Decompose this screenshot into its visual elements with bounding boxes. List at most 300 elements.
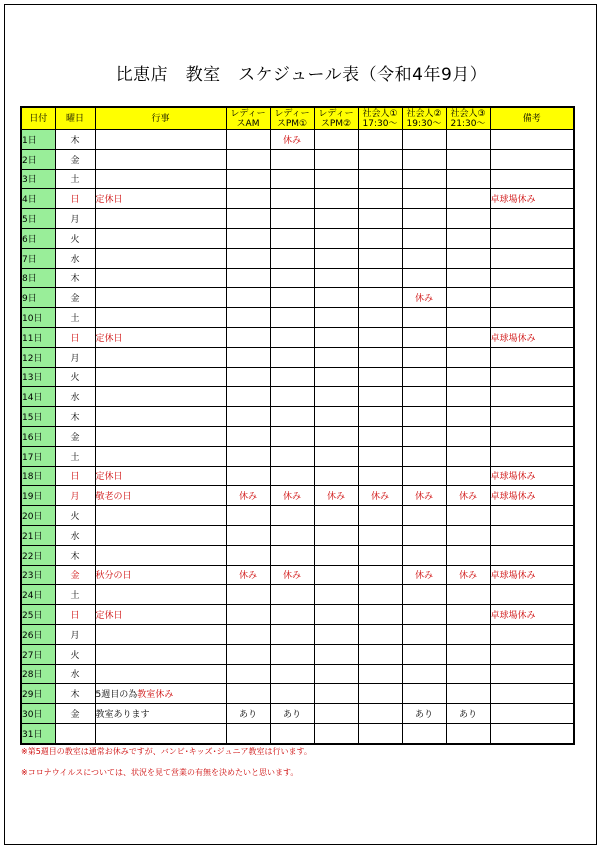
date-cell: 23日: [21, 565, 55, 585]
ladies-am-cell: [226, 426, 270, 446]
date-cell: 16日: [21, 426, 55, 446]
ladies-am-cell: [226, 723, 270, 743]
note-cell: [490, 624, 574, 644]
ladies-am-cell: [226, 288, 270, 308]
note-cell: [490, 228, 574, 248]
dow-cell: 土: [55, 585, 95, 605]
ladies-am-cell: [226, 624, 270, 644]
shakai-3-cell: [446, 525, 490, 545]
table-row: [21, 228, 574, 248]
shakai-2-cell: [402, 347, 446, 367]
event-cell: 定休日: [95, 466, 226, 486]
dow-cell: 金: [55, 288, 95, 308]
ladies-pm2-cell: [314, 466, 358, 486]
ladies-pm2-cell: [314, 130, 358, 150]
date-cell: 13日: [21, 367, 55, 387]
event-cell: [95, 664, 226, 684]
shakai-3-cell: [446, 189, 490, 209]
note-cell: [490, 209, 574, 229]
footnote-2: ※コロナウイルスについては、状況を見て営業の有無を決めたいと思います。: [21, 768, 299, 777]
shakai-3-cell: [446, 684, 490, 704]
dow-cell: 火: [55, 228, 95, 248]
shakai-1-cell: [358, 644, 402, 664]
shakai-1-cell: [358, 426, 402, 446]
ladies-pm2-cell: [314, 407, 358, 427]
note-cell: 卓球場休み: [490, 327, 574, 347]
shakai-1-cell: [358, 565, 402, 585]
event-cell: [95, 585, 226, 605]
shakai-1-cell: [358, 130, 402, 150]
shakai-3-cell: [446, 228, 490, 248]
shakai-2-cell: 休み: [402, 486, 446, 506]
ladies-pm2-cell: [314, 624, 358, 644]
note-cell: [490, 506, 574, 526]
date-cell: 31日: [21, 723, 55, 743]
shakai-1-cell: [358, 169, 402, 189]
shakai-3-cell: [446, 426, 490, 446]
ladies-pm2-cell: [314, 327, 358, 347]
ladies-am-cell: [226, 268, 270, 288]
note-cell: 卓球場休み: [490, 466, 574, 486]
shakai-1-cell: [358, 605, 402, 625]
date-cell: 17日: [21, 446, 55, 466]
ladies-pm1-cell: [270, 288, 314, 308]
ladies-pm2-cell: [314, 248, 358, 268]
ladies-am-cell: [226, 347, 270, 367]
ladies-pm1-cell: [270, 624, 314, 644]
header-dow: 曜日: [55, 107, 95, 130]
table-row: [21, 426, 574, 446]
ladies-pm1-cell: [270, 407, 314, 427]
shakai-2-cell: [402, 367, 446, 387]
shakai-2-cell: [402, 130, 446, 150]
table-row: [21, 130, 574, 150]
note-cell: 卓球場休み: [490, 605, 574, 625]
date-cell: 9日: [21, 288, 55, 308]
date-cell: 3日: [21, 169, 55, 189]
shakai-3-cell: [446, 446, 490, 466]
event-cell: [95, 446, 226, 466]
ladies-pm1-cell: [270, 605, 314, 625]
ladies-pm2-cell: [314, 149, 358, 169]
shakai-3-cell: [446, 506, 490, 526]
shakai-1-cell: [358, 347, 402, 367]
ladies-am-cell: [226, 525, 270, 545]
shakai-3-cell: あり: [446, 704, 490, 724]
ladies-pm1-cell: [270, 585, 314, 605]
table-row: [21, 189, 574, 209]
shakai-2-cell: [402, 506, 446, 526]
dow-cell: 土: [55, 308, 95, 328]
header-event: 行事: [95, 107, 226, 130]
ladies-pm2-cell: [314, 189, 358, 209]
date-cell: 29日: [21, 684, 55, 704]
ladies-am-cell: [226, 228, 270, 248]
shakai-2-cell: [402, 209, 446, 229]
note-cell: [490, 426, 574, 446]
dow-cell: 土: [55, 446, 95, 466]
ladies-pm2-cell: 休み: [314, 486, 358, 506]
shakai-3-cell: [446, 209, 490, 229]
shakai-1-cell: [358, 308, 402, 328]
date-cell: 12日: [21, 347, 55, 367]
ladies-am-cell: [226, 684, 270, 704]
dow-cell: 火: [55, 506, 95, 526]
shakai-2-cell: [402, 407, 446, 427]
ladies-am-cell: [226, 605, 270, 625]
shakai-3-cell: [446, 367, 490, 387]
shakai-2-cell: [402, 268, 446, 288]
date-cell: 15日: [21, 407, 55, 427]
ladies-pm1-cell: [270, 644, 314, 664]
table-row: [21, 466, 574, 486]
event-cell: 定休日: [95, 605, 226, 625]
ladies-pm1-cell: [270, 189, 314, 209]
event-cell: [95, 209, 226, 229]
date-cell: 25日: [21, 605, 55, 625]
ladies-am-cell: [226, 387, 270, 407]
event-cell: [95, 723, 226, 743]
header-shakai-3: 社会人③ 21:30～: [446, 107, 490, 130]
shakai-3-cell: [446, 308, 490, 328]
shakai-2-cell: [402, 545, 446, 565]
shakai-3-cell: [446, 149, 490, 169]
note-cell: [490, 585, 574, 605]
shakai-1-cell: [358, 545, 402, 565]
table-row: [21, 248, 574, 268]
ladies-pm1-cell: [270, 308, 314, 328]
shakai-1-cell: [358, 585, 402, 605]
table-row: [21, 149, 574, 169]
ladies-pm1-cell: [270, 426, 314, 446]
table-row: [21, 664, 574, 684]
ladies-pm2-cell: [314, 387, 358, 407]
shakai-2-cell: [402, 248, 446, 268]
dow-cell: 月: [55, 486, 95, 506]
shakai-3-cell: [446, 130, 490, 150]
ladies-pm1-cell: [270, 149, 314, 169]
table-row: [21, 624, 574, 644]
ladies-pm1-cell: [270, 684, 314, 704]
ladies-pm1-cell: [270, 209, 314, 229]
date-cell: 10日: [21, 308, 55, 328]
table-row: [21, 347, 574, 367]
ladies-pm1-cell: [270, 347, 314, 367]
shakai-3-cell: [446, 288, 490, 308]
date-cell: 21日: [21, 525, 55, 545]
header-ladies-am: レディー スAM: [226, 107, 270, 130]
footnote-1: ※第5週目の教室は通常お休みですが、バンビ･キッズ･ジュニア教室は行います。: [21, 747, 312, 756]
shakai-3-cell: [446, 466, 490, 486]
ladies-am-cell: [226, 466, 270, 486]
event-cell: [95, 525, 226, 545]
ladies-pm1-cell: 休み: [270, 486, 314, 506]
table-row: [21, 486, 574, 506]
dow-cell: 土: [55, 169, 95, 189]
shakai-2-cell: [402, 525, 446, 545]
ladies-am-cell: あり: [226, 704, 270, 724]
table-row: [21, 644, 574, 664]
ladies-pm2-cell: [314, 209, 358, 229]
ladies-pm1-cell: [270, 367, 314, 387]
shakai-2-cell: [402, 149, 446, 169]
ladies-am-cell: [226, 130, 270, 150]
date-cell: 26日: [21, 624, 55, 644]
ladies-pm2-cell: [314, 367, 358, 387]
event-cell: [95, 288, 226, 308]
dow-cell: [55, 723, 95, 743]
ladies-am-cell: [226, 308, 270, 328]
shakai-3-cell: [446, 545, 490, 565]
note-cell: [490, 347, 574, 367]
dow-cell: 金: [55, 426, 95, 446]
event-cell: [95, 228, 226, 248]
page-title: 比恵店 教室 スケジュール表（令和4年9月）: [115, 65, 488, 85]
dow-cell: 火: [55, 367, 95, 387]
ladies-pm2-cell: [314, 268, 358, 288]
date-cell: 5日: [21, 209, 55, 229]
ladies-pm1-cell: [270, 466, 314, 486]
table-row: [21, 327, 574, 347]
shakai-1-cell: [358, 288, 402, 308]
dow-cell: 金: [55, 704, 95, 724]
shakai-3-cell: 休み: [446, 486, 490, 506]
shakai-3-cell: [446, 268, 490, 288]
event-cell: [95, 506, 226, 526]
shakai-2-cell: [402, 684, 446, 704]
event-cell: [95, 426, 226, 446]
ladies-pm2-cell: [314, 565, 358, 585]
ladies-am-cell: 休み: [226, 565, 270, 585]
shakai-2-cell: あり: [402, 704, 446, 724]
shakai-1-cell: [358, 189, 402, 209]
dow-cell: 木: [55, 130, 95, 150]
ladies-am-cell: [226, 169, 270, 189]
ladies-am-cell: [226, 407, 270, 427]
ladies-am-cell: [226, 149, 270, 169]
schedule-table: [20, 106, 575, 745]
table-row: [21, 704, 574, 724]
shakai-3-cell: [446, 664, 490, 684]
ladies-pm2-cell: [314, 723, 358, 743]
shakai-1-cell: [358, 446, 402, 466]
ladies-pm2-cell: [314, 506, 358, 526]
note-cell: [490, 288, 574, 308]
dow-cell: 水: [55, 387, 95, 407]
dow-cell: 月: [55, 347, 95, 367]
shakai-3-cell: [446, 605, 490, 625]
event-cell: 教室あります: [95, 704, 226, 724]
ladies-pm2-cell: [314, 169, 358, 189]
event-cell: [95, 308, 226, 328]
shakai-1-cell: [358, 209, 402, 229]
note-cell: [490, 169, 574, 189]
note-cell: [490, 723, 574, 743]
header-row: [21, 107, 574, 130]
shakai-1-cell: [358, 506, 402, 526]
ladies-am-cell: 休み: [226, 486, 270, 506]
ladies-pm2-cell: [314, 347, 358, 367]
ladies-am-cell: [226, 545, 270, 565]
shakai-2-cell: [402, 228, 446, 248]
event-cell: [95, 268, 226, 288]
ladies-pm2-cell: [314, 446, 358, 466]
event-cell: 定休日: [95, 327, 226, 347]
header-shakai-1: 社会人① 17:30～: [358, 107, 402, 130]
ladies-am-cell: [226, 327, 270, 347]
date-cell: 7日: [21, 248, 55, 268]
date-cell: 4日: [21, 189, 55, 209]
shakai-1-cell: [358, 228, 402, 248]
shakai-1-cell: [358, 327, 402, 347]
shakai-3-cell: [446, 347, 490, 367]
event-cell: [95, 624, 226, 644]
header-date: 日付: [21, 107, 55, 130]
shakai-2-cell: [402, 624, 446, 644]
schedule-body: [21, 130, 574, 744]
shakai-1-cell: 休み: [358, 486, 402, 506]
shakai-1-cell: [358, 624, 402, 644]
event-cell: [95, 169, 226, 189]
date-cell: 11日: [21, 327, 55, 347]
date-cell: 1日: [21, 130, 55, 150]
table-row: [21, 723, 574, 743]
ladies-pm2-cell: [314, 585, 358, 605]
event-cell: 5週目の為教室休み: [95, 684, 226, 704]
dow-cell: 金: [55, 565, 95, 585]
table-row: [21, 308, 574, 328]
shakai-1-cell: [358, 704, 402, 724]
shakai-3-cell: [446, 644, 490, 664]
ladies-pm1-cell: [270, 268, 314, 288]
shakai-3-cell: 休み: [446, 565, 490, 585]
dow-cell: 木: [55, 268, 95, 288]
event-cell: [95, 644, 226, 664]
shakai-1-cell: [358, 664, 402, 684]
shakai-1-cell: [358, 367, 402, 387]
date-cell: 28日: [21, 664, 55, 684]
shakai-2-cell: [402, 644, 446, 664]
shakai-2-cell: [402, 605, 446, 625]
ladies-pm2-cell: [314, 308, 358, 328]
ladies-pm2-cell: [314, 704, 358, 724]
header-ladies-pm2: レディー スPM②: [314, 107, 358, 130]
note-cell: [490, 446, 574, 466]
dow-cell: 火: [55, 644, 95, 664]
shakai-3-cell: [446, 327, 490, 347]
shakai-1-cell: [358, 466, 402, 486]
shakai-3-cell: [446, 624, 490, 644]
dow-cell: 水: [55, 525, 95, 545]
ladies-pm1-cell: [270, 446, 314, 466]
note-cell: [490, 545, 574, 565]
shakai-3-cell: [446, 169, 490, 189]
event-cell: [95, 248, 226, 268]
dow-cell: 日: [55, 327, 95, 347]
dow-cell: 日: [55, 466, 95, 486]
date-cell: 14日: [21, 387, 55, 407]
ladies-pm1-cell: 休み: [270, 565, 314, 585]
shakai-1-cell: [358, 268, 402, 288]
table-row: [21, 525, 574, 545]
note-cell: [490, 704, 574, 724]
ladies-pm1-cell: [270, 228, 314, 248]
ladies-pm1-cell: [270, 723, 314, 743]
dow-cell: 金: [55, 149, 95, 169]
dow-cell: 日: [55, 189, 95, 209]
date-cell: 22日: [21, 545, 55, 565]
shakai-1-cell: [358, 149, 402, 169]
ladies-pm1-cell: [270, 506, 314, 526]
note-cell: [490, 525, 574, 545]
note-cell: [490, 664, 574, 684]
event-cell: [95, 149, 226, 169]
header-shakai-2: 社会人② 19:30～: [402, 107, 446, 130]
shakai-1-cell: [358, 407, 402, 427]
ladies-am-cell: [226, 585, 270, 605]
table-row: [21, 446, 574, 466]
ladies-pm1-cell: [270, 525, 314, 545]
shakai-2-cell: [402, 466, 446, 486]
table-row: [21, 605, 574, 625]
note-cell: 卓球場休み: [490, 486, 574, 506]
table-row: [21, 407, 574, 427]
ladies-pm1-cell: [270, 169, 314, 189]
ladies-pm2-cell: [314, 228, 358, 248]
date-cell: 27日: [21, 644, 55, 664]
ladies-pm1-cell: [270, 664, 314, 684]
table-row: [21, 288, 574, 308]
table-row: [21, 268, 574, 288]
dow-cell: 日: [55, 605, 95, 625]
date-cell: 24日: [21, 585, 55, 605]
note-cell: [490, 684, 574, 704]
event-cell: 定休日: [95, 189, 226, 209]
shakai-2-cell: 休み: [402, 288, 446, 308]
shakai-2-cell: [402, 664, 446, 684]
table-row: [21, 367, 574, 387]
table-row: [21, 209, 574, 229]
shakai-2-cell: [402, 169, 446, 189]
table-row: [21, 585, 574, 605]
ladies-pm2-cell: [314, 684, 358, 704]
date-cell: 2日: [21, 149, 55, 169]
ladies-pm2-cell: [314, 605, 358, 625]
ladies-pm1-cell: [270, 248, 314, 268]
ladies-pm2-cell: [314, 288, 358, 308]
dow-cell: 月: [55, 624, 95, 644]
note-cell: 卓球場休み: [490, 565, 574, 585]
shakai-2-cell: [402, 308, 446, 328]
dow-cell: 木: [55, 407, 95, 427]
ladies-am-cell: [226, 446, 270, 466]
table-row: [21, 387, 574, 407]
dow-cell: 木: [55, 545, 95, 565]
shakai-3-cell: [446, 723, 490, 743]
shakai-2-cell: [402, 387, 446, 407]
ladies-pm1-cell: あり: [270, 704, 314, 724]
ladies-pm2-cell: [314, 426, 358, 446]
event-cell: 秋分の日: [95, 565, 226, 585]
note-cell: [490, 644, 574, 664]
shakai-1-cell: [358, 387, 402, 407]
dow-cell: 水: [55, 248, 95, 268]
ladies-am-cell: [226, 506, 270, 526]
table-row: [21, 565, 574, 585]
header-ladies-pm1: レディー スPM①: [270, 107, 314, 130]
shakai-2-cell: [402, 723, 446, 743]
date-cell: 20日: [21, 506, 55, 526]
